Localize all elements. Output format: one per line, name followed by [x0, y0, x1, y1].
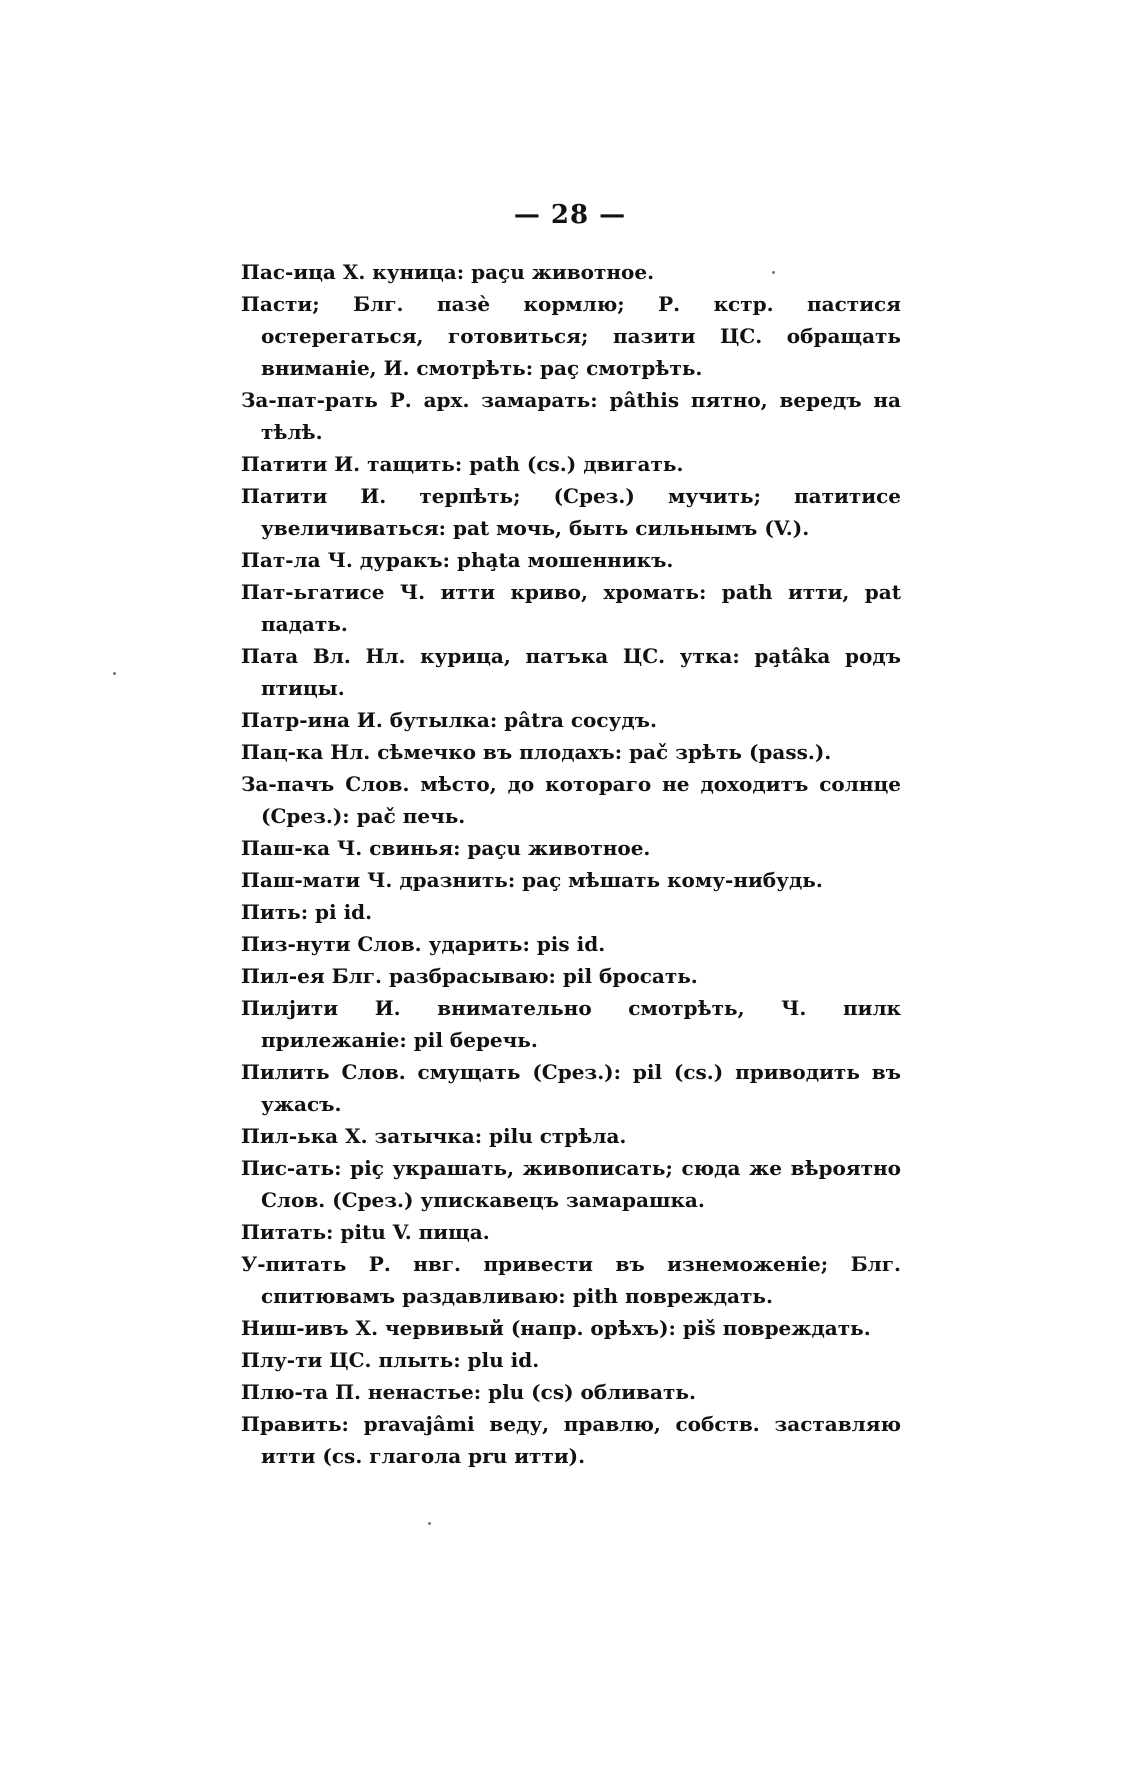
dictionary-entries	[241, 256, 901, 1472]
entry-pas-ica: Пас-ица Х. куница: paçu животное.	[241, 260, 655, 284]
entry-pit: Пить: pi id.	[241, 900, 373, 924]
entry-plu-ti: Плу-ти ЦС. плыть: plu id.	[241, 1348, 540, 1372]
entry-pac-ka: Пац-ка Нл. сѣмечко въ плодахъ: pač зрѣть (pass.).	[241, 740, 832, 764]
entry-pis-at: Пис-ать: piç украшать, живописать; сюда же вѣроятно Слов. (Срез.) упискавецъ замарашка.	[241, 1156, 901, 1212]
entry-pash-ka: Паш-ка Ч. свинья: paçu животное.	[241, 836, 651, 860]
print-speck	[772, 271, 775, 274]
print-speck	[113, 672, 116, 675]
entry-plyu-ta: Плю-та П. ненастье: plu (cs) обливать.	[241, 1380, 696, 1404]
entry-pil-ka: Пил-ька Х. затычка: pilu стрѣла.	[241, 1124, 627, 1148]
entry-pata: Пата Вл. Нл. курица, патъка ЦС. утка: pa̧tâka родъ птицы.	[241, 644, 901, 700]
entry-nish-iv: Ниш-ивъ Х. червивый (напр. орѣхъ): piš повреждать.	[241, 1316, 871, 1340]
entry-patr-ina: Патр-ина И. бутылка: pâtra сосудъ.	[241, 708, 657, 732]
entry-patiti-tashchit: Патити И. тащить: path (cs.) двигать.	[241, 452, 684, 476]
entry-za-pach: За-пачъ Слов. мѣсто, до котораго не доходитъ солнце (Срез.): pač печь.	[241, 772, 901, 828]
entry-pat-gatise: Пат-ьгатисе Ч. итти криво, хромать: path итти, pat падать.	[241, 580, 901, 636]
print-speck	[428, 1522, 431, 1525]
entry-pilit: Пилить Слов. смущать (Срез.): pil (cs.) приводить въ ужасъ.	[241, 1060, 901, 1116]
entry-piljiti: Пилјити И. внимательно смотрѣть, Ч. пилк прилежаніе: pil беречь.	[241, 996, 901, 1052]
entry-pil-eya: Пил-ея Блг. разбрасываю: pil бросать.	[241, 964, 698, 988]
entry-za-pat-rat: За-пат-рать Р. арх. замарать: pâthis пятно, вередъ на тѣлѣ.	[241, 388, 901, 444]
entry-u-pitat: У-питать Р. нвг. привести въ изнеможеніе; Блг. спитювамъ раздавливаю: pith повреждать.	[241, 1252, 901, 1308]
entry-piz-nuti: Пиз-нути Слов. ударить: pis id.	[241, 932, 606, 956]
entry-pat-la: Пат-ла Ч. дуракъ: pha̧ta мошенникъ.	[241, 548, 674, 572]
entry-pitat: Питать: pitu V. пища.	[241, 1220, 490, 1244]
entry-pash-mati: Паш-мати Ч. дразнить: paç мѣшать кому-нибудь.	[241, 868, 823, 892]
entry-patiti-terpet: Патити И. терпѣть; (Срез.) мучить; патитисе увеличиваться: pat мочь, быть сильнымъ (V.).	[241, 484, 901, 540]
entry-pasti: Пасти; Блг. пазѐ кормлю; Р. кстр. пастися остерегаться, готовиться; пазити ЦС. обращать вниманіе, И. смотрѣть: paç смотрѣть.	[241, 292, 901, 380]
entry-pravit: Править: pravajâmi веду, правлю, собств. заставляю итти (cs. глагола pru итти).	[241, 1412, 901, 1468]
page-number: — 28 —	[513, 200, 627, 230]
